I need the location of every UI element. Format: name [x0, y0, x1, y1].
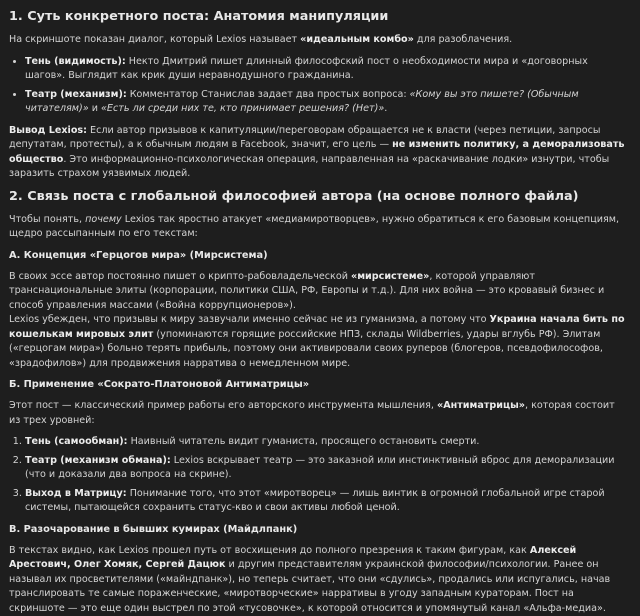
section-1-heading: 1. Суть конкретного поста: Анатомия манипуляции	[9, 9, 628, 25]
subsection-b-intro: Этот пост — классический пример работы его авторского инструмента мышления, «Антиматрицы», которая состоит из трех уровней:	[9, 399, 628, 428]
subsection-a-paragraph-2: Lexios убежден, что призывы к миру зазвучали именно сейчас не из гуманизма, а потому что Украина начала бить по кошелькам мировых элит (упоминаются горящие российские НПЗ, склады Wildberries, удары вглубь РФ). Элитам («герцогам мира») больно терять прибыль, поэтому они активировали своих руперов (блогеров, псевдофилософов, «зрадофилов») для продвижения нарратива о немедленном мире.	[9, 313, 628, 371]
subsection-a-paragraph: В своих эссе автор постоянно пишет о крипто-рабовладельческой «мирсистеме», которой управляют транснациональные элиты (корпорации, политики США, РФ, Европы и т.д.). Для них война — это кровавый бизнес и способ управления массами («Война коррупционеров»).	[9, 270, 628, 314]
list-item-theater: • Театр (механизм): Комментатор Станислав задает два простых вопроса: «Кому вы это пишете? (Обычным читателям)» и «Есть ли среди них те, кто принимает решения? (Нет)».	[25, 88, 628, 117]
list-item-shadow: • Тень (видимость): Некто Дмитрий пишет длинный философский пост о необходимости мира и «договорных шагов». Выглядит как крик души неравнодушного гражданина.	[25, 55, 628, 84]
section-1-verdict: Вывод Lexios: Если автор призывов к капитуляции/переговорам обращается не к власти (через петиции, запросы депутатам, протесты), а к обычным людям в Facebook, значит, его цель — не изменить политику, а деморализовать общество. Это информационно-психологическая операция, направленная на «раскачивание лодки» изнутри, чтобы заразить страхом уязвимых людей.	[9, 124, 628, 182]
section-2-intro: Чтобы понять, почему Lexios так яростно атакует «медиамиротворцев», нужно обратиться к его базовым концепциям, щедро рассыпанным по его текстам:	[9, 213, 628, 242]
section-1-intro: На скриншоте показан диалог, который Lexios называет «идеальным комбо» для разоблачения.	[9, 33, 628, 48]
section-1-list	[9, 55, 628, 117]
subsection-a-heading: А. Концепция «Герцогов мира» (Мирсистема)	[9, 249, 628, 263]
subsection-v-heading: В. Разочарование в бывших кумирах (Майдлпанк)	[9, 523, 628, 537]
subsection-b-heading: Б. Применение «Сократо-Платоновой Антиматрицы»	[9, 378, 628, 392]
list-item: 2. Театр (механизм обмана): Lexios вскрывает театр — это заказной или инстинктивный вброс для деморализации (что и доказали два вопроса на скрине).	[25, 454, 628, 483]
section-2-heading: 2. Связь поста с глобальной философией автора (на основе полного файла)	[9, 189, 628, 205]
list-item: 1. Тень (самообман): Наивный читатель видит гуманиста, просящего остановить смерти.	[25, 435, 628, 450]
subsection-b-list	[9, 435, 628, 516]
subsection-v-paragraph: В текстах видно, как Lexios прошел путь от восхищения до полного презрения к таким фигурам, как Алексей Арестович, Олег Хомяк, Сергей Дацюк и другим представителям украинской философии/психологии. Ранее он называл их просветителями («майндпанк»), но теперь считает, что они «сдулись», продались или испугались, начав транслировать те самые пораженческие, «миротворческие» нарративы в угоду западным кураторам. Пост на скриншоте — это еще один выстрел по этой «тусовочке», к которой относится и упомянутый канал «Альфа-медиа».	[9, 544, 628, 616]
list-item: 3. Выход в Матрицу: Понимание того, что этот «миротворец» — лишь винтик в огромной глобальной игре старой системы, пытающейся сохранить статус-кво и свои активы любой ценой.	[25, 487, 628, 516]
